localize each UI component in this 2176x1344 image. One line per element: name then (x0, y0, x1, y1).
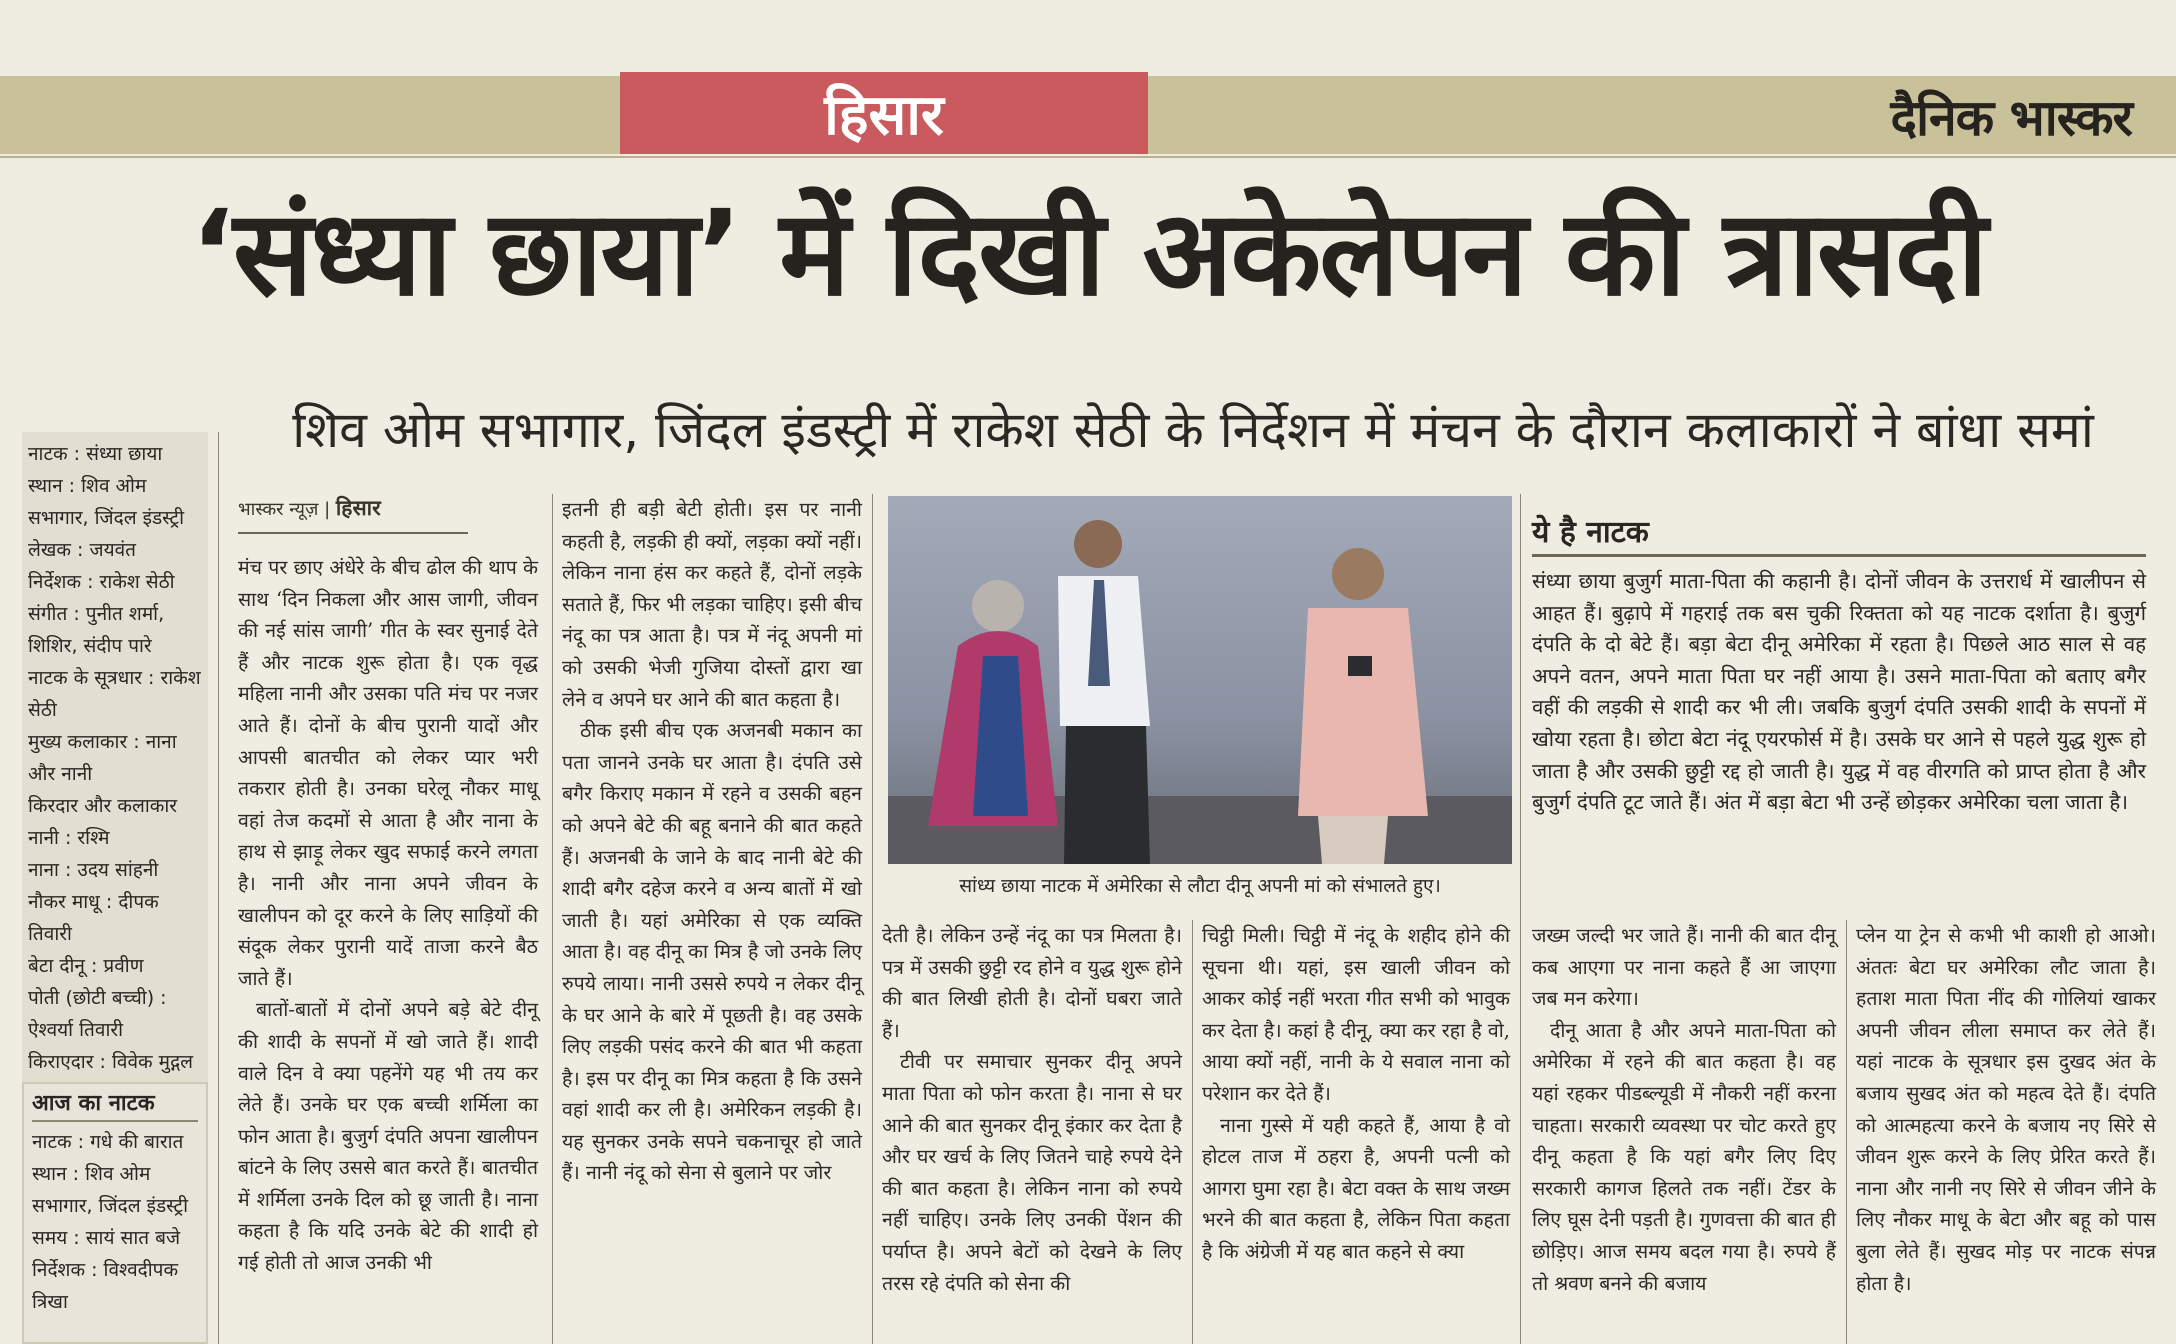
credit-row: नाटक : संध्या छाया (28, 443, 163, 465)
photo-caption: सांध्य छाया नाटक में अमेरिका से लौटा दीनू अपनी मां को संभालते हुए। (959, 875, 1441, 897)
paragraph: जख्म जल्दी भर जाते हैं। नानी की बात दीनू कब आएगा पर नाना कहते हैं आ जाएगा जब मन करेगा। (1532, 924, 1836, 1011)
credit-row: नाटक के सूत्रधार : राकेश सेठी (28, 667, 201, 721)
paragraph: मंच पर छाए अंधेरे के बीच ढोल की थाप के साथ ‘दिन निकला और आस जागी, जीवन की नई सांस जागी’ गीत के स्वर सुनाई देते हैं और नाटक शुरू होता है। एक वृद्ध महिला नानी और उसका पति मंच पर नजर आते हैं। दोनों के बीच पुरानी यादों और आपसी बातचीत को लेकर प्यार भरी तकरार होती है। उनका घरेलू नौकर माधू वहां तेज कदमों से आता है और नाना के हाथ से झाड़ू लेकर खुद सफाई करने लगता है। नानी और नाना अपने जीवन के खालीपन को दूर करने के लिए साड़ियों की संदूक लेकर पुरानी यादें ताजा करने बैठ जाते हैं। (238, 556, 538, 990)
article-column-6 (1856, 920, 2156, 1299)
credits-sidebar (22, 432, 208, 1092)
article-column-1 (238, 552, 538, 1279)
paragraph: देती है। लेकिन उन्हें नंदू का पत्र मिलता है। पत्र में उसकी छुट्टी रद होने व युद्ध शुरू होने की बात लिखी होती है। दोनों घबरा जाते हैं। (882, 924, 1182, 1042)
subheadline: शिव ओम सभागार, जिंदल इंडस्ट्री में राकेश सेठी के निर्देशन में मंचन के दौरान कलाकारों ने बांधा समां (292, 401, 2094, 459)
column-divider (1192, 920, 1193, 1344)
credit-row: मुख्य कलाकार : नाना और नानी (28, 731, 177, 785)
paragraph: टीवी पर समाचार सुनकर दीनू अपने माता पिता को फोन करता है। नाना से घर आने की बात सुनकर दीनू इंकार कर देता है और घर खर्च के लिए जितने चाहे रुपये देने की बात कहता है। लेकिन नाना को रुपये नहीं चाहिए। उनके लिए उनकी पेंशन की पर्याप्त है। अपने बेटों को देखने के लिए तरस रहे दंपति को सेना की (882, 1050, 1182, 1295)
paragraph: नाना गुस्से में यही कहते हैं, आया है वो होटल ताज में ठहरा है, अपनी पत्नी को आगरा घुमा रहा है। बेटा वक्त के साथ जख्म भरने की बात कहता है, लेकिन पिता कहता है कि अंग्रेजी में यह बात कहने से क्या (1202, 1113, 1510, 1263)
paragraph: ठीक इसी बीच एक अजनबी मकान का पता जानने उनके घर आता है। दंपति उसे बगैर किराए मकान में रहने व उसकी बहन को अपने बेटे की बहू बनाने की बात कहते हैं। अजनबी के जाने के बाद नानी बेटे की शादी बगैर दहेज करने व अन्य बातों में खो जाती है। यहां अमेरिका से एक व्यक्ति आता है। वह दीनू का मित्र है जो उनके लिए रुपये लाया। नानी उससे रुपये न लेकर दीनू के घर आने के बारे में पूछती है। वह उसके लिए लड़की पसंद करने की बात भी कहता है। इस पर दीनू का मित्र कहता है कि उसने वहां शादी कर ली है। अमेरिकन लड़की है। यह सुनकर उनके सपने चकनाचूर हो जाते हैं। नानी नंदू को सेना से बुलाने पर जोर (562, 719, 862, 1185)
column-divider (872, 494, 873, 1344)
today-play-box (22, 1082, 208, 1344)
column-divider (1846, 920, 1847, 1344)
paragraph: चिट्ठी मिली। चिट्ठी में नंदू के शहीद होने की सूचना थी। यहां, इस खाली जीवन को आकर कोई नहीं भरता गीत सभी को भावुक कर देता है। कहां है दीनू, क्या कर रहा है वो, आया क्यों नहीं, नानी के ये सवाल नाना को परेशान कर देते हैं। (1202, 924, 1510, 1105)
column-divider (218, 432, 219, 1344)
byline-agency: भास्कर न्यूज़ (238, 499, 319, 520)
credit-row: संगीत : पुनीत शर्मा, शिशिर, संदीप पारे (28, 603, 165, 657)
paragraph: बातों-बातों में दोनों अपने बड़े बेटे दीनू की शादी के सपनों में खो जाते हैं। शादी वाले दिन वे क्या पहनेंगे यह भी तय कर लेते हैं। उनके घर एक बच्ची शर्मिला का फोन आता है। बुजुर्ग दंपति अपना खालीपन बांटने के लिए उससे बात करते हैं। बातचीत में शर्मिला उनके दिल को छू जाती है। नाना कहता है कि यदि उनके बेटे की शादी हो गई होती तो आज उनकी भी (238, 998, 538, 1275)
headline: ‘संध्या छाया’ में दिखी अकेलेपन की त्रासदी (190, 184, 1986, 322)
credit-row: स्थान : शिव ओम सभागार, जिंदल इंडस्ट्री (28, 475, 185, 529)
paragraph: इतनी ही बड़ी बेटी होती। इस पर नानी कहती है, लड़की ही क्यों, लड़का क्यों नहीं। लेकिन नाना हंस कर कहते हैं, दोनों लड़के सताते हैं, फिर भी लड़का चाहिए। इसी बीच नंदू का पत्र आता है। पत्र में नंदू अपनी मां को उसकी भेजी गुजिया दोस्तों द्वारा खा लेने व अपने घर आने की बात कहता है। (562, 498, 862, 711)
credit-row: नौकर माधू : दीपक तिवारी (28, 891, 159, 945)
credit-row: नानी : रश्मि (28, 827, 110, 849)
byline-city: हिसार (335, 496, 381, 520)
credit-row: निर्देशक : राकेश सेठी (28, 571, 175, 593)
article-column-4 (1202, 920, 1510, 1268)
photo-image (888, 496, 1512, 864)
section-label: हिसार (620, 72, 1148, 154)
credit-row: बेटा दीनू : प्रवीण (28, 955, 144, 977)
today-row: निर्देशक : विश्वदीपक त्रिखा (32, 1259, 179, 1313)
column-divider (1520, 494, 1521, 1344)
credit-row: नाना : उदय सांहनी (28, 859, 159, 881)
credit-row: लेखक : जयवंत (28, 539, 137, 561)
box-rule (1532, 554, 2146, 557)
play-photo (888, 496, 1512, 864)
today-play-title: आज का नाटक (32, 1088, 198, 1122)
box-text: संध्या छाया बुजुर्ग माता-पिता की कहानी है। दोनों जीवन के उत्तरार्ध में खालीपन से आहत हैं। बुढ़ापे में गहराई तक बस चुकी रिक्तता को यह नाटक दर्शाता है। बुजुर्ग दंपति के दो बेटे हैं। बड़ा बेटा दीनू अमेरिका में रहता है। पिछले आठ साल से वह अपने वतन, अपने माता पिता घर नहीं आया है। उसने माता-पिता को बताए बगैर वहीं की लड़की से शादी कर भी ली। जबकि बुजुर्ग दंपति उसकी शादी के सपनों में खोया रहता है। छोटा बेटा नंदू एयरफोर्स में है। उसके घर आने से पहले युद्ध शुरू हो जाता है और उसकी छुट्टी रद्द हो जाती है। युद्ध में वह वीरगति को प्राप्त होता है और बुजुर्ग दंपति टूट जाते हैं। अंत में बड़ा बेटा भी उन्हें छोड़कर अमेरिका चला जाता है। (1532, 569, 2146, 815)
credit-row: किरदार और कलाकार (28, 795, 178, 817)
paragraph: प्लेन या ट्रेन से कभी भी काशी हो आओ। अंततः बेटा घर अमेरिका लौट जाता है। हताश माता पिता नींद की गोलियां खाकर अपनी जीवन लीला समाप्त कर लेते हैं। यहां नाटक के सूत्रधार इस दुखद अंत के बजाय सुखद अंत को महत्व देते हैं। दंपति को आत्महत्या करने के बजाय नए सिरे से जीवन शुरू करने के लिए प्रेरित करते हैं। नाना और नानी नए सिरे से जीवन जीने के लिए नौकर माधू के बेटा और बहू को पास बुला लेते हैं। सुखद मोड़ पर नाटक संपन्न होता है। (1856, 924, 2156, 1295)
masthead-logo: दैनिक भास्कर (1890, 89, 2132, 147)
article-column-3 (882, 920, 1182, 1299)
today-row: नाटक : गधे की बारात (32, 1131, 184, 1153)
header-rule (0, 156, 2176, 158)
column-divider (552, 494, 553, 1344)
credit-row: किराएदार : विवेक मुद्गल (28, 1051, 194, 1073)
byline: भास्कर न्यूज़ | हिसार (238, 494, 468, 534)
today-row: स्थान : शिव ओम सभागार, जिंदल इंडस्ट्री (32, 1163, 189, 1217)
credit-row: पोती (छोटी बच्ची) : ऐश्वर्या तिवारी (28, 987, 167, 1041)
paragraph: दीनू आता है और अपने माता-पिता को अमेरिका में रहने की बात कहता है। वह यहां रहकर पीडब्ल्यूडी में नौकरी नहीं करना चाहता। सरकारी व्यवस्था पर चोट करते हुए दीनू कहता है कि यहां बगैर लिए दिए सरकारी कागज हिलते तक नहीं। टेंडर के लिए घूस देनी पड़ती है। गुणवत्ता की बात ही छोड़िए। आज समय बदल गया है। रुपये हैं तो श्रवण बनने की बजाय (1532, 1018, 1836, 1295)
article-column-2 (562, 494, 862, 1189)
box-title: ये है नाटक (1532, 515, 1649, 550)
article-column-5 (1532, 920, 1836, 1299)
today-row: समय : सायं सात बजे (32, 1227, 181, 1249)
